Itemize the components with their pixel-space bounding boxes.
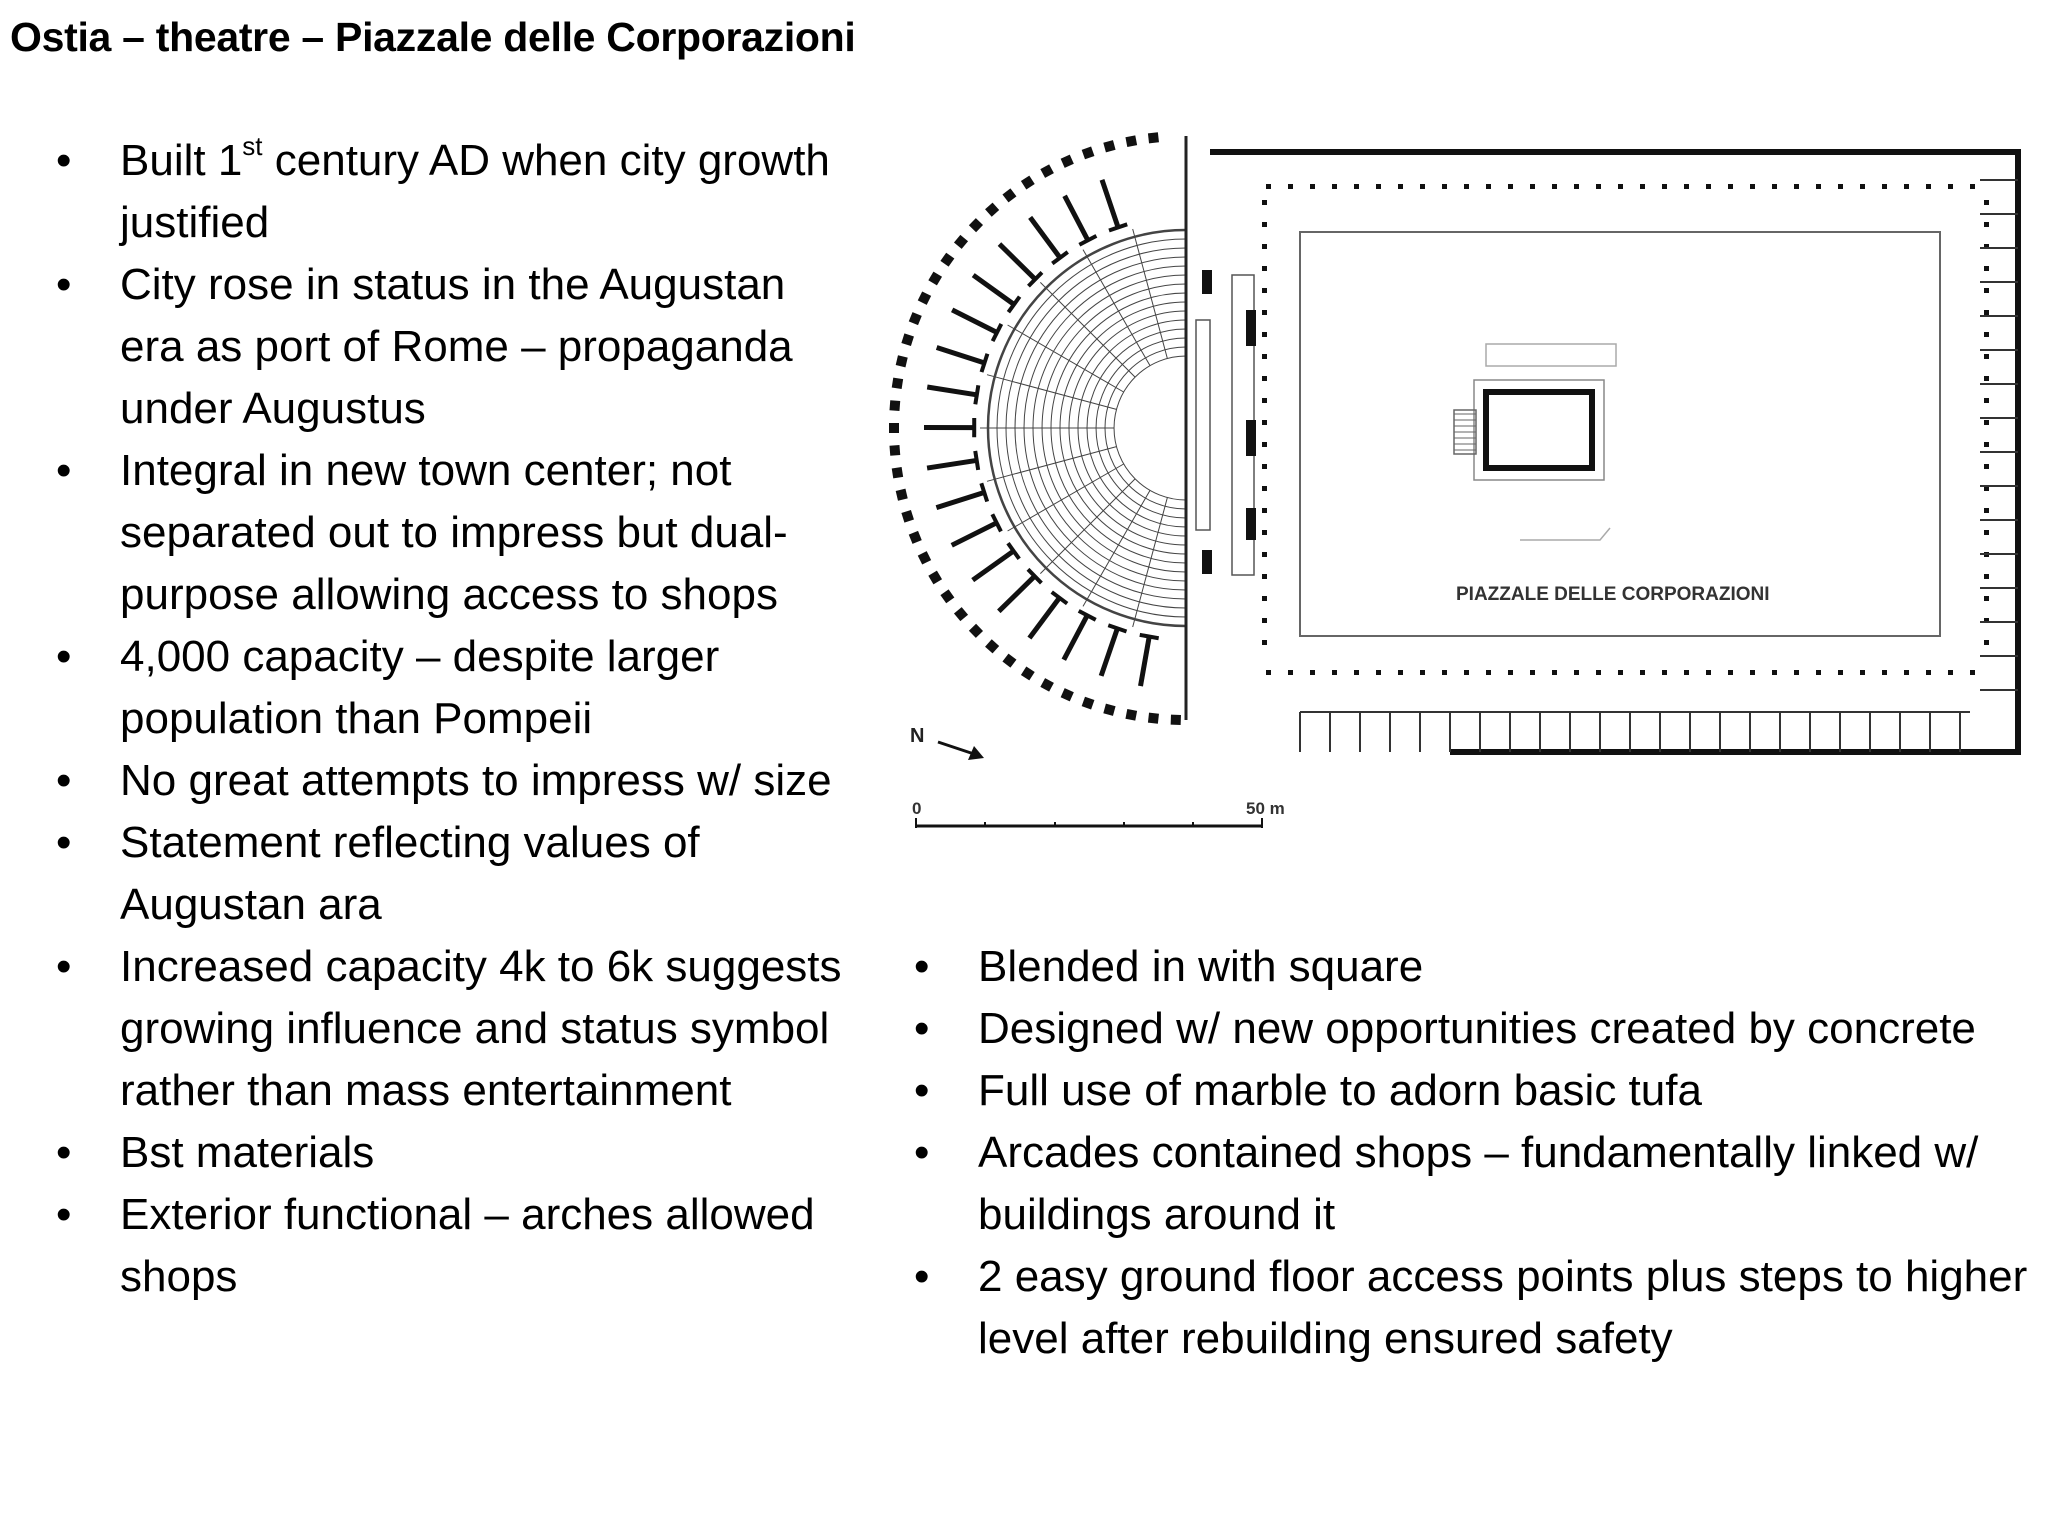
plan-aisle xyxy=(1083,250,1150,366)
plan-column xyxy=(1984,640,1989,645)
plan-pier xyxy=(985,203,999,217)
plan-column xyxy=(1354,670,1359,675)
bullet-item: • Statement reflecting values of Augustan ara xyxy=(56,812,856,936)
plan-stage xyxy=(1196,320,1210,530)
plan-column xyxy=(1508,184,1513,189)
plan-pier xyxy=(1103,704,1115,716)
plan-column xyxy=(1984,530,1989,535)
plan-column xyxy=(1596,670,1601,675)
plan-column xyxy=(1262,552,1267,557)
plan-column xyxy=(1772,184,1777,189)
plan-pier xyxy=(1021,667,1035,681)
plan-column xyxy=(1262,222,1267,227)
superscript: st xyxy=(242,131,263,162)
bullet-item: • Integral in new town center; not separated out to impress but dual-purpose allowing access to shops xyxy=(56,440,856,626)
plan-column xyxy=(1750,184,1755,189)
plan-wall xyxy=(952,523,997,545)
plan-column xyxy=(1904,184,1909,189)
plan-column xyxy=(1262,266,1267,271)
theatre-plan xyxy=(889,132,1256,725)
plan-column xyxy=(1728,184,1733,189)
plan-pier xyxy=(1171,715,1181,725)
plan-column xyxy=(1984,376,1989,381)
plan-seat-row xyxy=(1114,356,1186,500)
plan-aisle xyxy=(987,375,1116,410)
plan-aisle xyxy=(1133,229,1168,358)
plan-column xyxy=(1398,184,1403,189)
plan-column xyxy=(1816,670,1821,675)
plan-column xyxy=(1332,670,1337,675)
plan-column xyxy=(1794,184,1799,189)
plan-column xyxy=(1706,184,1711,189)
plan-pier xyxy=(896,489,908,501)
plan-column xyxy=(1596,184,1601,189)
plan-column xyxy=(1662,670,1667,675)
plan-column xyxy=(1948,670,1953,675)
bullet-item: • Exterior functional – arches allowed shops xyxy=(56,1184,856,1308)
plan-aisle xyxy=(1008,325,1124,392)
plan-column xyxy=(1530,184,1535,189)
plan-column xyxy=(1984,464,1989,469)
plan-column xyxy=(1262,596,1267,601)
plan-column xyxy=(1552,670,1557,675)
plan-column xyxy=(1984,200,1989,205)
plan-column xyxy=(1398,670,1403,675)
plan-pier xyxy=(940,253,954,267)
plan-pier xyxy=(1040,164,1054,178)
plan-column xyxy=(1984,574,1989,579)
plan-wall xyxy=(1210,152,2018,752)
plan-temple xyxy=(1486,392,1592,468)
plan-pier xyxy=(1246,508,1256,540)
plan-wall xyxy=(952,310,997,333)
plan-column xyxy=(1442,670,1447,675)
plan-pier xyxy=(909,312,922,325)
plan-column xyxy=(1420,184,1425,189)
plan-column xyxy=(1262,420,1267,425)
plan-pier xyxy=(1082,147,1095,160)
plan-wall xyxy=(1030,217,1060,257)
plan-column xyxy=(1262,288,1267,293)
plan-wall xyxy=(1065,196,1088,240)
plan-wall xyxy=(999,244,1035,279)
piazzale-label: PIAZZALE DELLE CORPORAZIONI xyxy=(1456,584,1770,605)
plan-column xyxy=(1970,184,1975,189)
plan-column xyxy=(1860,184,1865,189)
plan-pier xyxy=(889,423,899,433)
plan-pier xyxy=(896,355,908,367)
plan-column xyxy=(1464,670,1469,675)
plan-column xyxy=(1618,184,1623,189)
plan-column xyxy=(1262,442,1267,447)
plan-wall xyxy=(1101,629,1117,676)
north-arrow-icon xyxy=(938,742,984,760)
plan-column xyxy=(1838,670,1843,675)
scale-bar xyxy=(916,818,1262,828)
plan-column xyxy=(1984,354,1989,359)
plan-column xyxy=(1262,618,1267,623)
plan-column xyxy=(1574,670,1579,675)
plan-column xyxy=(1376,670,1381,675)
plan-column xyxy=(1926,670,1931,675)
bullet-item: • Designed w/ new opportunities created by concrete xyxy=(914,998,2034,1060)
plan-pier xyxy=(1040,678,1054,692)
piazzale-plan xyxy=(1210,152,2018,752)
bullet-item: • 4,000 capacity – despite larger population than Pompeii xyxy=(56,626,856,750)
bullet-item: • Arcades contained shops – fundamentally linked w/ buildings around it xyxy=(914,1122,2034,1246)
plan-column xyxy=(1552,184,1557,189)
bullet-item: • 2 easy ground floor access points plus steps to higher level after rebuilding ensured safety xyxy=(914,1246,2034,1370)
bullet-item: • Full use of marble to adorn basic tufa xyxy=(914,1060,2034,1122)
plan-pier xyxy=(1202,270,1212,294)
plan-pier xyxy=(1061,688,1074,701)
plan-pier xyxy=(1202,550,1212,574)
plan-column xyxy=(1984,508,1989,513)
plan-column xyxy=(1984,288,1989,293)
plan-pier xyxy=(1125,135,1137,147)
plan-wall xyxy=(975,451,978,470)
plan-column xyxy=(1860,670,1865,675)
plan-pier xyxy=(1002,188,1016,202)
plan-column xyxy=(1926,184,1931,189)
plan-column xyxy=(1984,420,1989,425)
plan-column xyxy=(1262,486,1267,491)
plan-column xyxy=(1332,184,1337,189)
plan-column xyxy=(1262,640,1267,645)
plan-column xyxy=(1310,670,1315,675)
north-label: N xyxy=(910,725,925,747)
slide-title: Ostia – theatre – Piazzale delle Corporazioni xyxy=(10,14,856,60)
plan-column xyxy=(1262,530,1267,535)
plan-wall xyxy=(1102,180,1118,227)
plan-wall xyxy=(975,385,978,404)
plan-column xyxy=(1262,310,1267,315)
plan-wall xyxy=(973,275,1014,304)
plan-wall xyxy=(999,576,1035,611)
site-plan-drawing xyxy=(880,120,2040,860)
bullet-item: • No great attempts to impress w/ size xyxy=(56,750,856,812)
plan-pier xyxy=(969,218,983,232)
bullet-item: • Bst materials xyxy=(56,1122,856,1184)
plan-column xyxy=(1574,184,1579,189)
plan-pier xyxy=(985,639,999,653)
plan-pier xyxy=(889,445,900,456)
plan-column xyxy=(1794,670,1799,675)
plan-column xyxy=(1706,670,1711,675)
plan-column xyxy=(1486,184,1491,189)
plan-pier xyxy=(928,571,942,585)
plan-aisle xyxy=(1133,498,1168,627)
plan-column xyxy=(1728,670,1733,675)
plan-column xyxy=(1486,670,1491,675)
plan-column xyxy=(1882,670,1887,675)
bullet-text: Built 1 xyxy=(120,136,243,185)
plan-pier xyxy=(1061,155,1074,168)
plan-pier xyxy=(901,510,914,523)
plan-column xyxy=(1262,354,1267,359)
plan-pier xyxy=(1125,709,1137,721)
bullet-item: • Increased capacity 4k to 6k suggests growing influence and status symbol rather than mass entertainment xyxy=(56,936,856,1122)
plan-column xyxy=(1310,184,1315,189)
plan-outline xyxy=(1486,344,1616,366)
plan-wall xyxy=(973,551,1014,580)
plan-column xyxy=(1904,670,1909,675)
plan-column xyxy=(1816,184,1821,189)
plan-pier xyxy=(918,291,931,304)
plan-pier xyxy=(1246,310,1256,346)
plan-wall xyxy=(1140,635,1159,638)
plan-column xyxy=(1984,332,1989,337)
plan-pier xyxy=(889,400,900,411)
plan-column xyxy=(1684,184,1689,189)
plan-aisle xyxy=(1008,464,1124,531)
plan-pier xyxy=(1021,176,1035,190)
plan-column xyxy=(1376,184,1381,189)
bullet-item xyxy=(56,130,856,254)
plan-column xyxy=(1262,398,1267,403)
plan-column xyxy=(1442,184,1447,189)
plan-aisle xyxy=(987,447,1116,482)
plan-pier xyxy=(1148,713,1159,724)
plan-column xyxy=(1354,184,1359,189)
plan-wall xyxy=(937,347,985,362)
plan-wall xyxy=(982,354,988,372)
right-bullet-list xyxy=(914,936,2034,1370)
plan-column xyxy=(1288,184,1293,189)
plan-pier xyxy=(918,551,931,564)
plan-pier xyxy=(928,272,942,286)
plan-court xyxy=(1300,232,1940,636)
plan-wall xyxy=(1141,637,1150,686)
plan-column xyxy=(1262,244,1267,249)
plan-column xyxy=(1984,596,1989,601)
plan-column xyxy=(1750,670,1755,675)
plan-wall xyxy=(927,460,976,468)
bullet-item: • City rose in status in the Augustan era as port of Rome – propaganda under Augustus xyxy=(56,254,856,440)
plan-column xyxy=(1288,670,1293,675)
plan-column xyxy=(1618,670,1623,675)
plan-column xyxy=(1640,184,1645,189)
plan-column xyxy=(1266,670,1271,675)
plan-pier xyxy=(940,589,954,603)
plan-pier xyxy=(1103,140,1115,152)
bullet-text: century AD when city growth justified xyxy=(120,136,830,247)
plan-pier xyxy=(1246,420,1256,456)
plan-column xyxy=(1640,670,1645,675)
scale-start-label: 0 xyxy=(912,799,922,818)
plan-column xyxy=(1262,200,1267,205)
plan-outline xyxy=(1520,528,1610,540)
bullet-item: • Blended in with square xyxy=(914,936,2034,998)
plan-pier xyxy=(1082,697,1095,710)
plan-column xyxy=(1984,442,1989,447)
plan-column xyxy=(1662,184,1667,189)
plan-pier xyxy=(1002,654,1016,668)
left-bullet-list xyxy=(56,130,856,1308)
plan-column xyxy=(1262,376,1267,381)
plan-column xyxy=(1262,464,1267,469)
plan-wall xyxy=(927,387,976,395)
plan-column xyxy=(1984,266,1989,271)
plan-column xyxy=(1508,670,1513,675)
plan-aisle xyxy=(1040,479,1135,574)
plan-pier xyxy=(969,624,983,638)
plan-column xyxy=(1984,222,1989,227)
plan-column xyxy=(1530,670,1535,675)
plan-column xyxy=(1970,670,1975,675)
plan-wall xyxy=(936,492,984,507)
plan-column xyxy=(1984,398,1989,403)
plan-pier xyxy=(901,333,914,346)
scale-end-label: 50 m xyxy=(1246,799,1285,818)
plan-column xyxy=(1262,574,1267,579)
plan-column xyxy=(1882,184,1887,189)
plan-column xyxy=(1262,508,1267,513)
plan-column xyxy=(1262,332,1267,337)
plan-aisle xyxy=(1040,282,1135,377)
plan-pier xyxy=(1148,132,1159,143)
plan-pier xyxy=(909,531,922,544)
plan-column xyxy=(1684,670,1689,675)
plan-column xyxy=(1948,184,1953,189)
plan-column xyxy=(1772,670,1777,675)
plan-column xyxy=(1984,310,1989,315)
plan-pier xyxy=(954,235,968,249)
plan-wall xyxy=(1064,616,1087,660)
plan-seat-row xyxy=(1105,347,1186,509)
plan-pier xyxy=(892,378,903,389)
plan-column xyxy=(1838,184,1843,189)
plan-aisle xyxy=(1083,490,1150,606)
plan-column xyxy=(1464,184,1469,189)
plan-pier xyxy=(892,467,903,478)
plan-wall xyxy=(981,483,987,501)
plan-column xyxy=(1420,670,1425,675)
plan-wall xyxy=(1029,598,1059,638)
plan-pier xyxy=(954,607,968,621)
plan-column xyxy=(1266,184,1271,189)
